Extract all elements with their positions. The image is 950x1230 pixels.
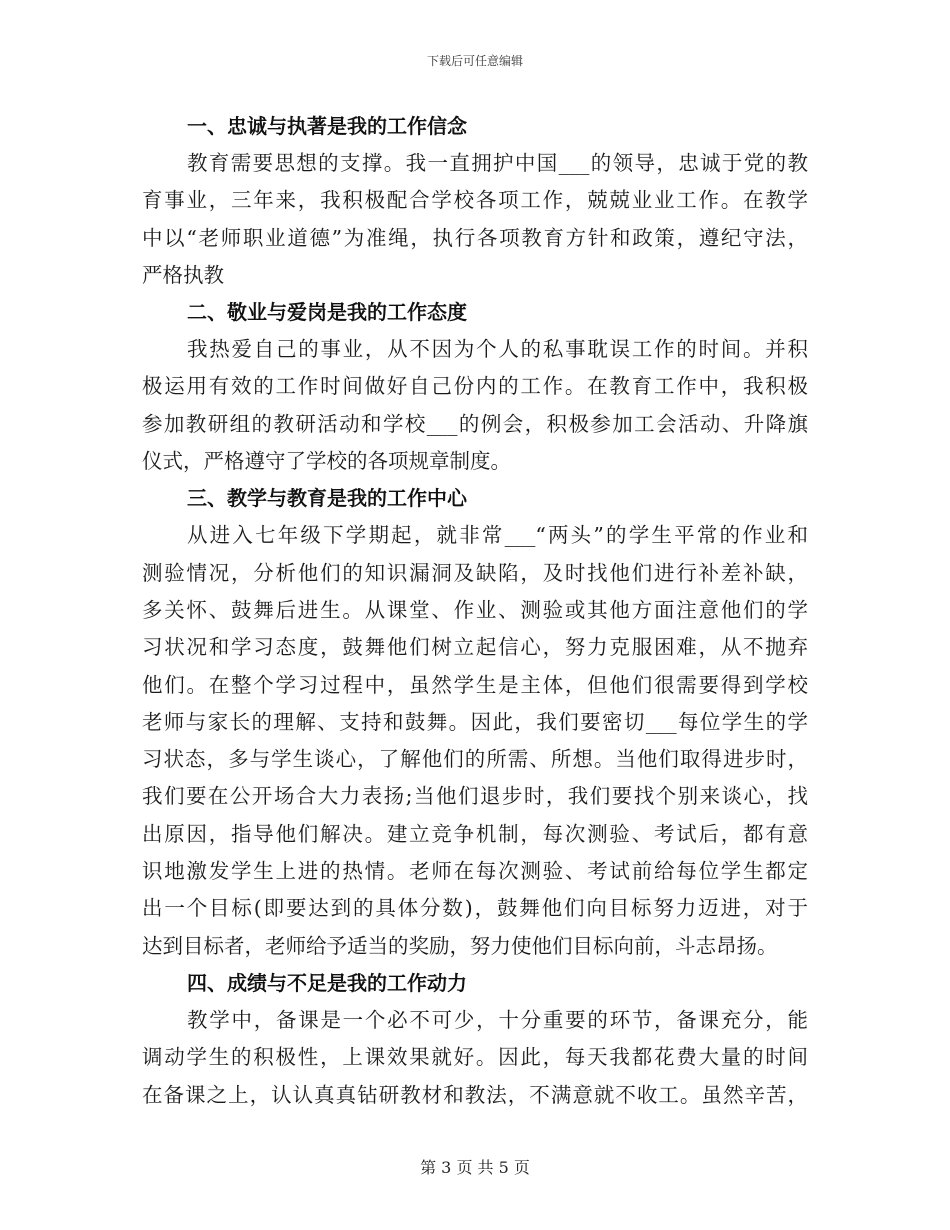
text-line: 老师与家长的理解、支持和鼓舞。因此，我们要密切___每位学生的学 — [142, 709, 808, 734]
page-number-indicator: 第 3 页 共 5 页 — [420, 1158, 530, 1177]
text-line: 多关怀、鼓舞后进生。从课堂、作业、测验或其他方面注意他们的学 — [142, 597, 808, 622]
section-1 — [142, 108, 808, 294]
section-paragraph — [142, 145, 808, 294]
text-line: 中以“老师职业道德”为准绳，执行各项教育方针和政策，遵纪守法， — [142, 225, 808, 250]
text-line: 教学中，备课是一个必不可少，十分重要的环节，备课充分，能 — [187, 1007, 808, 1032]
section-heading: 三、教学与教育是我的工作中心 — [187, 486, 467, 511]
text-line: 仪式，严格遵守了学校的各项规章制度。 — [142, 449, 511, 474]
page-header-note: 下载后可任意编辑 — [426, 54, 523, 68]
text-line: 严格执教 — [142, 262, 224, 287]
text-line: 出一个目标(即要达到的具体分数)，鼓舞他们向目标努力迈进，对于 — [142, 896, 808, 921]
text-line: 达到目标者，老师给予适当的奖励，努力使他们目标向前，斗志昂扬。 — [142, 933, 778, 958]
section-3 — [142, 480, 808, 965]
section-heading: 一、忠诚与执著是我的工作信念 — [187, 114, 467, 138]
section-paragraph — [142, 517, 808, 965]
text-line: 我们要在公开场合大力表扬;当他们退步时，我们要找个别来谈心，找 — [142, 784, 808, 809]
text-line: 识地激发学生上进的热情。老师在每次测验、考试前给每位学生都定 — [142, 859, 808, 884]
text-line: 教育需要思想的支撑。我一直拥护中国___的领导，忠诚于党的教 — [187, 151, 808, 175]
text-line: 极运用有效的工作时间做好自己份内的工作。在教育工作中，我积极 — [142, 374, 808, 399]
text-line: 习状态，多与学生谈心，了解他们的所需、所想。当他们取得进步时， — [142, 747, 808, 772]
text-line: 调动学生的积极性，上课效果就好。因此，每天我都花费大量的时间 — [142, 1045, 808, 1070]
text-line: 我热爱自己的事业，从不因为个人的私事耽误工作的时间。并积 — [187, 337, 808, 362]
text-line: 参加教研组的教研活动和学校___的例会，积极参加工会活动、升降旗 — [142, 411, 808, 436]
document-body — [142, 108, 808, 1114]
section-heading: 二、敬业与爱岗是我的工作态度 — [187, 300, 467, 325]
section-4 — [142, 965, 808, 1114]
text-line: 育事业，三年来，我积极配合学校各项工作，兢兢业业工作。在教学 — [142, 188, 808, 213]
section-heading: 四、成绩与不足是我的工作动力 — [187, 970, 467, 995]
text-line: 测验情况，分析他们的知识漏洞及缺陷，及时找他们进行补差补缺， — [142, 560, 808, 585]
section-paragraph — [142, 1002, 808, 1114]
section-2 — [142, 294, 808, 480]
text-line: 在备课之上，认认真真钻研教材和教法，不满意就不收工。虽然辛苦， — [142, 1082, 808, 1107]
text-line: 习状况和学习态度，鼓舞他们树立起信心，努力克服困难，从不抛弃 — [142, 635, 808, 660]
text-line: 他们。在整个学习过程中，虽然学生是主体，但他们很需要得到学校 — [142, 672, 808, 697]
section-paragraph — [142, 331, 808, 480]
text-line: 出原因，指导他们解决。建立竞争机制，每次测验、考试后，都有意 — [142, 821, 808, 846]
text-line: 从进入七年级下学期起，就非常___“两头”的学生平常的作业和 — [187, 523, 808, 548]
